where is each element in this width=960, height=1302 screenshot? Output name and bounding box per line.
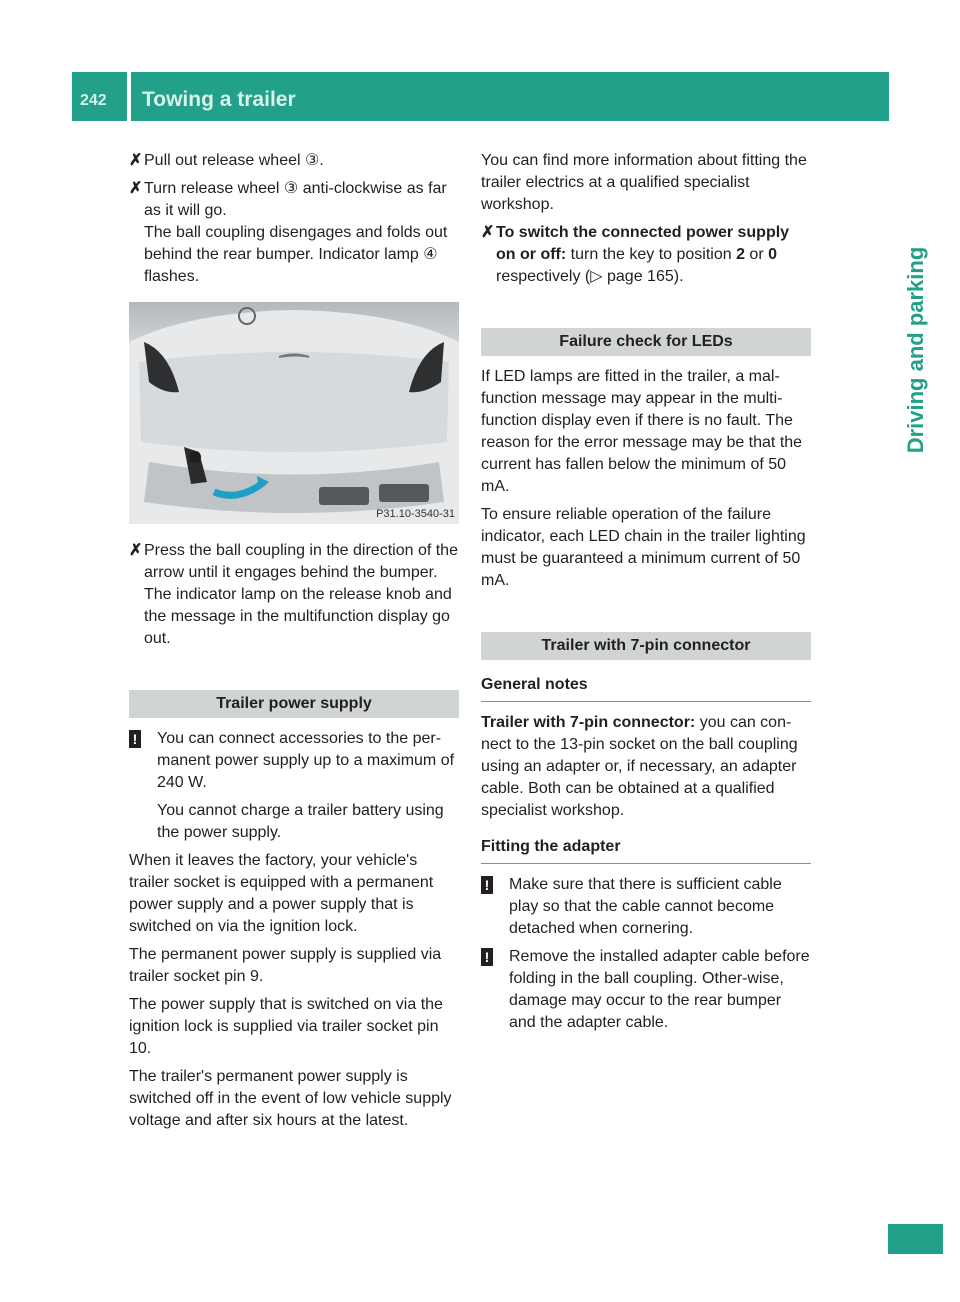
paragraph-led-malfunction: If LED lamps are fitted in the trailer, a mal-function message may appear in the multi-function display even if there is no fault. The reason for the error message may be that the current has fallen below the minimum of 50 mA. <box>481 368 803 495</box>
step-arrow-icon: ✗ <box>129 180 143 197</box>
figure-code: P31.10-3540-31 <box>376 508 455 520</box>
step-press-result: The indicator lamp on the release knob and the message in the multifunction display go out. <box>144 586 452 647</box>
warning-battery: You cannot charge a trailer battery using the power supply. <box>157 802 444 841</box>
section-heading-led-check: Failure check for LEDs <box>481 328 811 356</box>
paragraph-led-current: To ensure reliable operation of the failure indicator, each LED chain in the trailer lighting must be guaranteed a minimum current of 50 mA. <box>481 506 806 589</box>
page-title: Towing a trailer <box>142 88 296 111</box>
section-side-label: Driving and parking <box>903 246 928 454</box>
warning-icon: ! <box>129 730 141 748</box>
section-heading-power-supply: Trailer power supply <box>129 690 459 718</box>
step-switch-power: ✗ To switch the connected power supply on or off: turn the key to position 2 or 0 respectively (▷ page 165). <box>481 224 790 285</box>
header-divider <box>127 72 131 121</box>
paragraph-7pin: Trailer with 7-pin connector: you can con-nect to the 13-pin socket on the ball coupling using an adapter or, if necessary, an adapter cable. Both can be obtained at a qualified specialist workshop. <box>481 714 798 819</box>
step-arrow-icon: ✗ <box>481 224 495 241</box>
left-column <box>129 150 459 1138</box>
paragraph-switch-off: The trailer's permanent power supply is switched off in the event of low vehicle supply voltage and after six hours at the latest. <box>129 1068 452 1129</box>
warning-icon: ! <box>481 876 493 894</box>
warning-cable-play: ! Make sure that there is sufficient cable play so that the cable cannot become detached when cornering. <box>481 874 811 940</box>
warning-remove-adapter: ! Remove the installed adapter cable before folding in the ball coupling. Other-wise, damage may occur to the rear bumper and the adapter cable. <box>481 946 811 1034</box>
car-rear-figure <box>129 302 459 524</box>
car-rear-illustration <box>129 302 459 524</box>
page-number: 242 <box>80 92 107 109</box>
warning-accessories: ! You can connect accessories to the per-manent power supply up to a maximum of 240 W. <box>129 728 459 794</box>
step-arrow-icon: ✗ <box>129 152 143 169</box>
side-tab-marker <box>888 1224 943 1254</box>
step-pull-out: ✗ Pull out release wheel ③. <box>129 150 459 172</box>
subheading-fitting-adapter: Fitting the adapter <box>481 836 811 864</box>
paragraph-more-info: You can find more information about fitting the trailer electrics at a qualified specialist workshop. <box>481 152 807 213</box>
section-heading-7pin: Trailer with 7-pin connector <box>481 632 811 660</box>
step-turn-wheel: ✗ Turn release wheel ③ anti-clockwise as far as it will go. <box>129 180 447 219</box>
step-result: The ball coupling disengages and folds out behind the rear bumper. Indicator lamp ④ flashes. <box>144 224 448 285</box>
subheading-general-notes: General notes <box>481 674 811 702</box>
paragraph-factory: When it leaves the factory, your vehicle's trailer socket is equipped with a permanent power supply and a power supply that is switched on via the ignition lock. <box>129 852 434 935</box>
paragraph-pin-9: The permanent power supply is supplied via trailer socket pin 9. <box>129 946 442 985</box>
warning-icon: ! <box>481 948 493 966</box>
step-arrow-icon: ✗ <box>129 542 143 559</box>
step-press-coupling: ✗ Press the ball coupling in the direction of the arrow until it engages behind the bumper. <box>129 542 458 581</box>
right-column <box>481 150 811 1040</box>
paragraph-pin-10: The power supply that is switched on via the ignition lock is supplied via trailer socket pin 10. <box>129 996 443 1057</box>
